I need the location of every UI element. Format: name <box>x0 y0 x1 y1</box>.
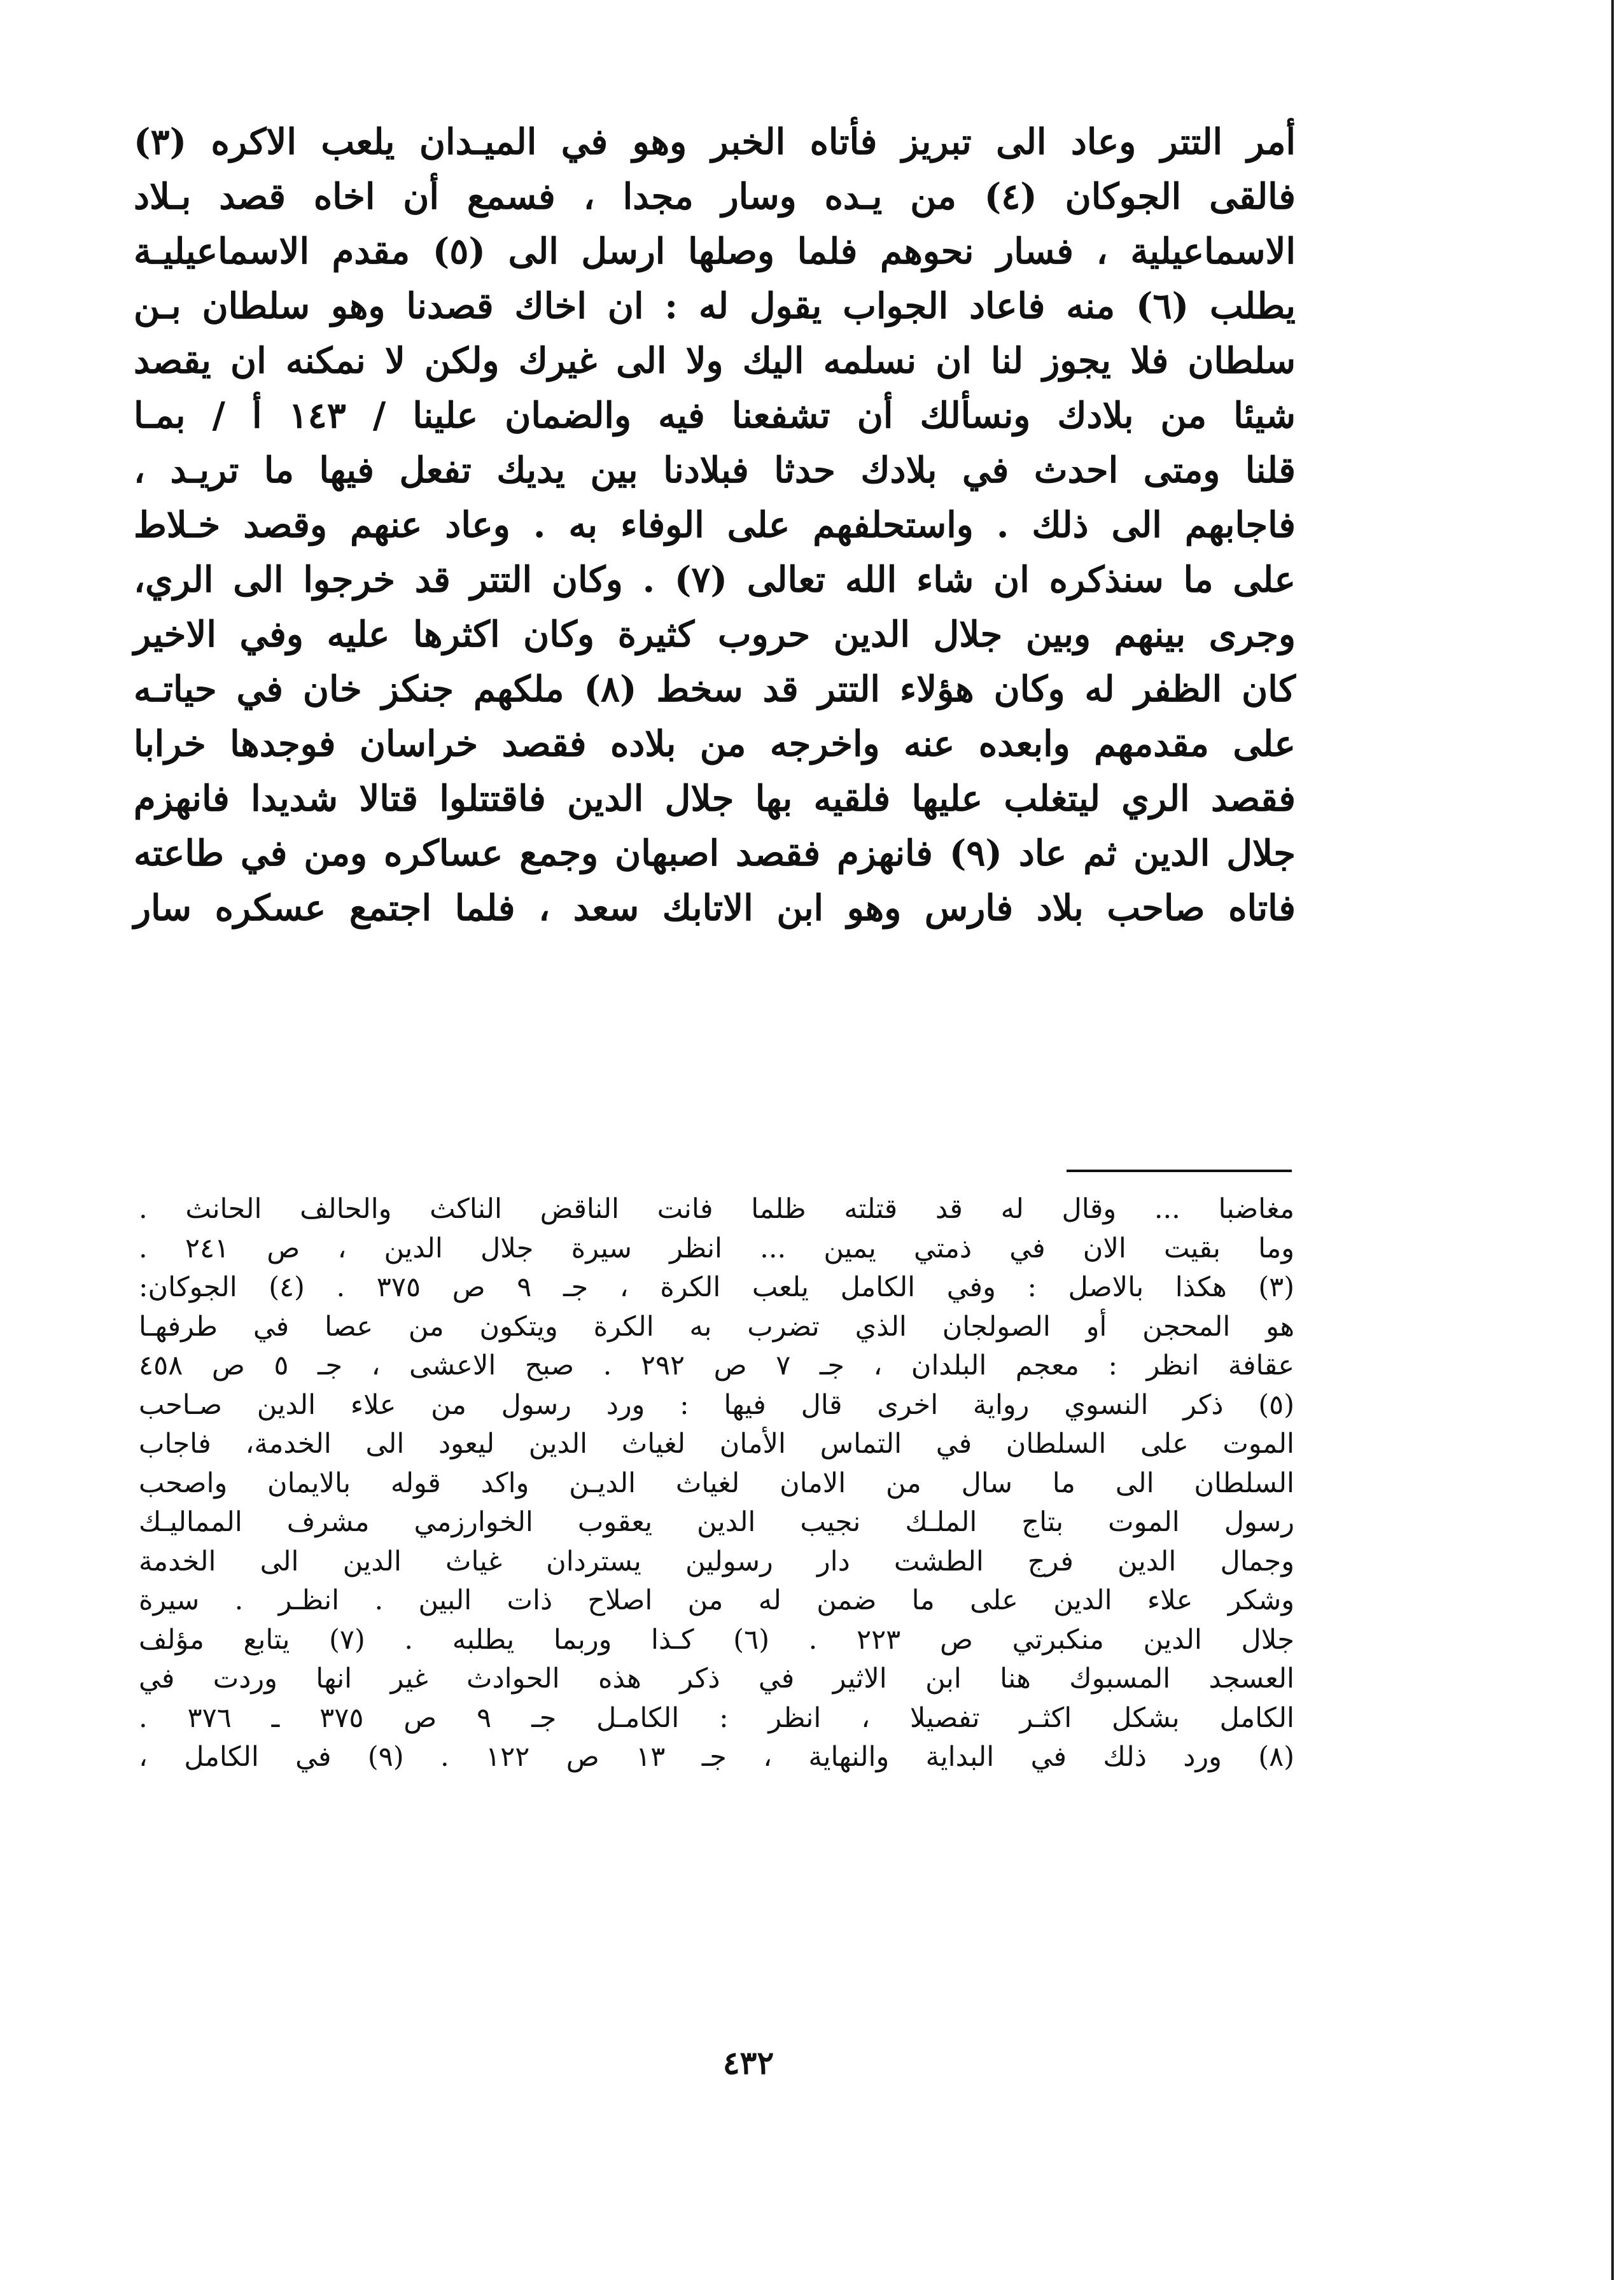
main-text-line: جلال الدين ثم عاد (٩) فانهزم فقصد اصبهان وجمع عساكره ومن في طاعته <box>134 832 1296 874</box>
main-text-line: فقصد الري ليتغلب عليها فلقيه بها جلال الدين فاقتتلوا قتالا شديدا فانهزم <box>134 778 1296 820</box>
main-text-line: يطلب (٦) منه فاعاد الجواب يقول له : ان اخاك قصدنا وهو سلطان بـن <box>134 285 1296 327</box>
main-text-line: قلنا ومتى احدث في بلادك حدثا فبلادنا بين يديك تفعل فيها ما تريـد ، <box>134 449 1296 491</box>
footnote-line: السلطان الى ما سال من الامان لغياث الديـن واكد قوله بالايمان واصحب <box>139 1467 1294 1499</box>
footnote-line: رسول الموت بتاج الملـك نجيب الدين يعقوب الخوارزمي مشرف المماليـك <box>139 1506 1294 1538</box>
footnotes-block <box>139 1190 1294 1777</box>
footnote-line: وشكر علاء الدين على ما ضمن له من اصلاح ذات البين . انظـر . سيرة <box>139 1584 1294 1616</box>
main-text-line: فالقى الجوكان (٤) من يـده وسار مجدا ، فسمع أن اخاه قصد بـلاد <box>134 176 1296 218</box>
main-text-line: أمر التتر وعاد الى تبريز فأتاه الخبر وهو في الميـدان يلعب الاكره (٣) <box>134 121 1296 163</box>
footnote-line: وجمال الدين فرج الطشت دار رسولين يستردان غياث الدين الى الخدمة <box>139 1545 1294 1577</box>
main-text-line: وجرى بينهم وبين جلال الدين حروب كثيرة وكان اكثرها عليه وفي الاخير <box>134 613 1296 655</box>
main-text-block <box>134 115 1296 935</box>
footnote-line: مغاضبا ... وقال له قد قتلته ظلما فانت الناقض الناكث والحالف الحانث . <box>139 1193 1294 1225</box>
footnote-line: هو المحجن أو الصولجان الذي تضرب به الكرة ويتكون من عصا في طرفهـا <box>139 1310 1295 1343</box>
main-text-line: الاسماعيلية ، فسار نحوهم فلما وصلها ارسل الى (٥) مقدم الاسماعيليـة <box>134 230 1296 272</box>
page-edge-border <box>1611 0 1614 2280</box>
main-text-line: سلطان فلا يجوز لنا ان نسلمه اليك ولا الى غيرك ولكن لا نمكنه ان يقصد <box>134 340 1296 382</box>
footnote-line: جلال الدين منكبرتي ص ٢٢٣ . (٦) كـذا وربما يطلبه . (٧) يتابع مؤلف <box>139 1623 1294 1656</box>
main-text-line: كان الظفر له وكان هؤلاء التتر قد سخط (٨) ملكهم جنكز خان في حياتـه <box>134 668 1296 710</box>
footnote-separator <box>1067 1170 1292 1172</box>
main-text-line: فاتاه صاحب بلاد فارس وهو ابن الاتابك سعد ، فلما اجتمع عسكره سار <box>134 887 1296 929</box>
footnote-line: عقافة انظر : معجم البلدان ، جـ ٧ ص ٢٩٢ . صبح الاعشى ، جـ ٥ ص ٤٥٨ <box>139 1350 1295 1381</box>
footnote-line: (٨) ورد ذلك في البداية والنهاية ، جـ ١٣ ص ١٢٢ . (٩) في الكامل ، <box>139 1741 1294 1773</box>
footnote-line: (٥) ذكر النسوي رواية اخرى قال فيها : ورد رسول من علاء الدين صـاحب <box>139 1388 1294 1421</box>
main-text-line: على ما سنذكره ان شاء الله تعالى (٧) . وكان التتر قد خرجوا الى الري، <box>134 559 1296 601</box>
main-text-line: فاجابهم الى ذلك . واستحلفهم على الوفاء به . وعاد عنهم وقصد خـلاط <box>134 504 1296 546</box>
page-number: ٤٣٢ <box>722 2044 774 2081</box>
footnote-line: (٣) هكذا بالاصل : وفي الكامل يلعب الكرة ، جـ ٩ ص ٣٧٥ . (٤) الجوكان: <box>139 1271 1295 1303</box>
main-text-line: على مقدمهم وابعده عنه واخرجه من بلاده فقصد خراسان فوجدها خرابا <box>134 723 1296 765</box>
main-text-line: شيئا من بلادك ونسألك أن تشفعنا فيه والضمان علينا / ١٤٣ أ / بمـا <box>134 395 1296 437</box>
footnote-line: الموت على السلطان في التماس الأمان لغياث الدين ليعود الى الخدمة، فاجاب <box>139 1428 1294 1460</box>
footnote-line: وما بقيت الان في ذمتي يمين ... انظر سيرة جلال الدين ، ص ٢٤١ . <box>139 1232 1294 1264</box>
footnote-line: العسجد المسبوك هنا ابن الاثير في ذكر هذه الحوادث غير انها وردت في <box>139 1663 1294 1695</box>
footnote-line: الكامل بشكل اكثـر تفصيلا ، انظر : الكامـل جـ ٩ ص ٣٧٥ ـ ٣٧٦ . <box>139 1702 1294 1734</box>
